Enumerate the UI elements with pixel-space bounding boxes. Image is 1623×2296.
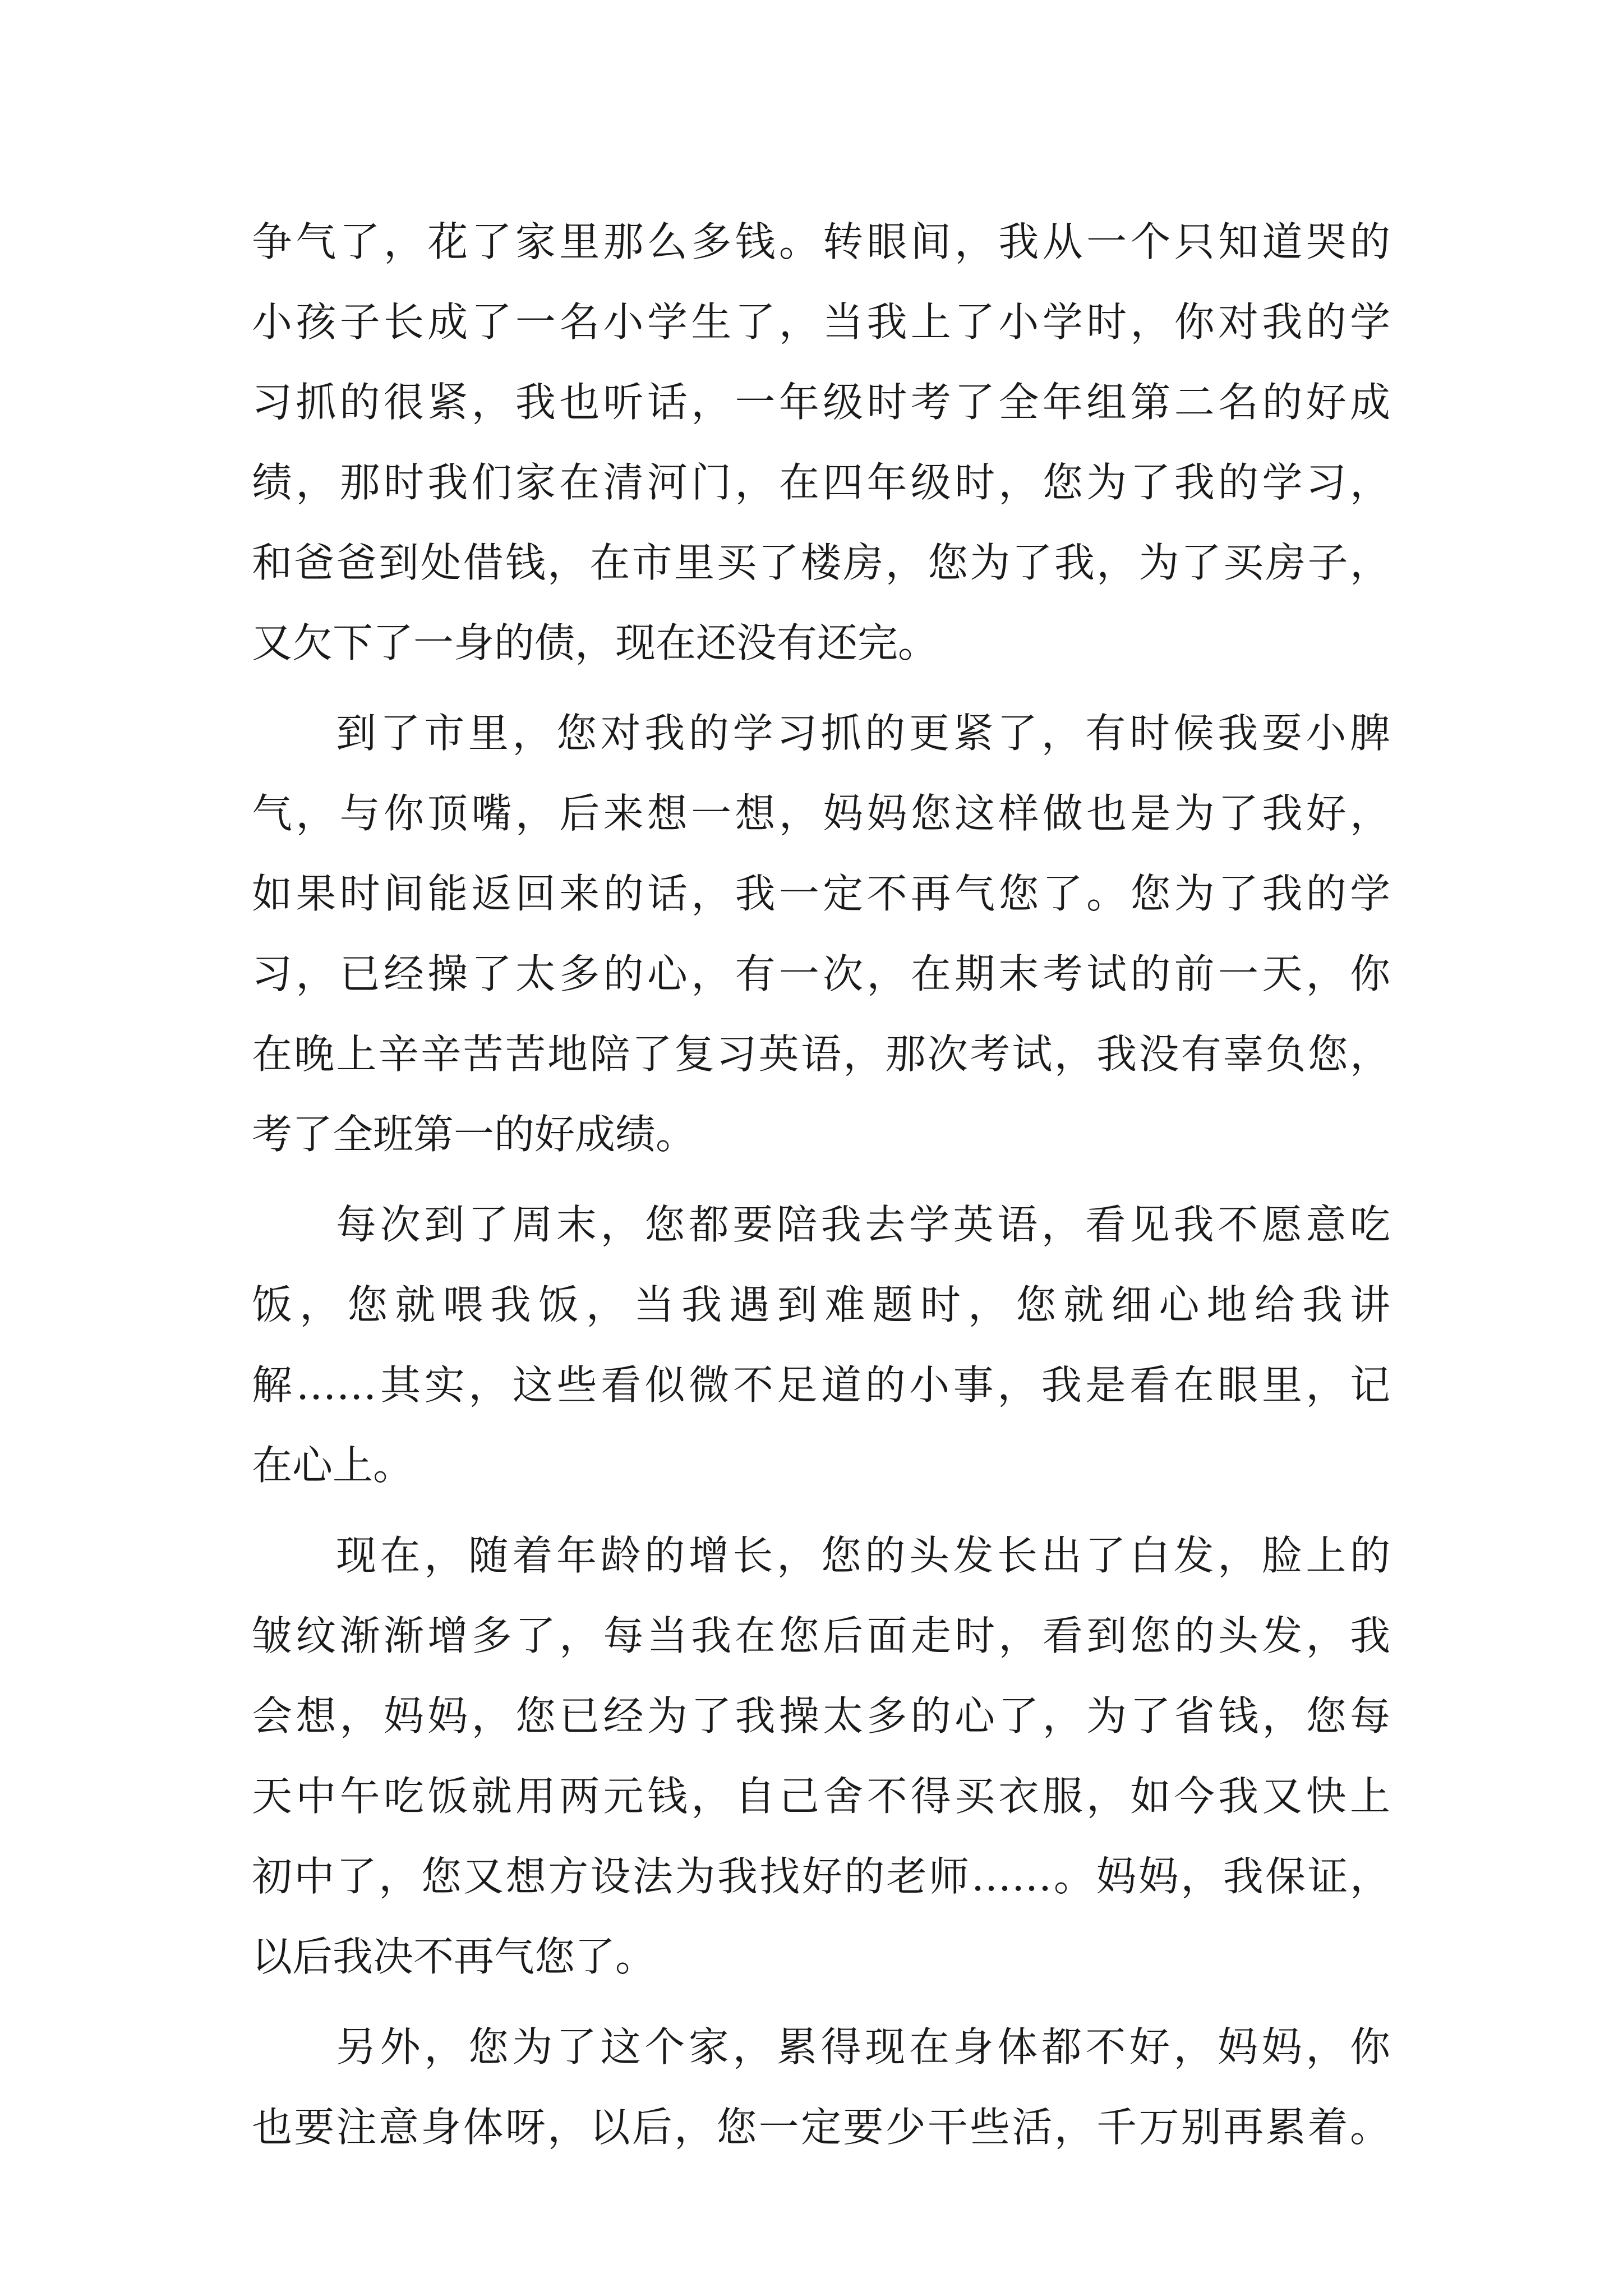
text-line: 以后我决不再气您了。: [252, 1933, 656, 1980]
text-line: 如果时间能返回来的话，我一定不再气您了。您为了我的学: [252, 870, 1390, 917]
text-line: 现在，随着年龄的增长，您的头发长出了白发，脸上的: [336, 1532, 1390, 1579]
text-line: 解……其实，这些看似微不足道的小事，我是看在眼里，记: [252, 1361, 1390, 1409]
text-line: 在晚上辛辛苦苦地陪了复习英语，那次考试，我没有辜负您，: [252, 1030, 1390, 1078]
paragraph-gap: [252, 1997, 1390, 2007]
text-line: 小孩子长成了一名小学生了，当我上了小学时，你对我的学: [252, 298, 1390, 346]
paragraph-gap: [252, 1506, 1390, 1516]
text-line: 绩，那时我们家在清河门，在四年级时，您为了我的学习，: [252, 459, 1390, 506]
text-line: 习，已经操了太多的心，有一次，在期末考试的前一天，你: [252, 950, 1390, 997]
text-line: 又欠下了一身的债，现在还没有还完。: [252, 619, 939, 666]
text-line: 也要注意身体呀，以后，您一定要少干些活，千万别再累着。: [252, 2104, 1390, 2151]
text-line: 到了市里，您对我的学习抓的更紧了，有时候我耍小脾: [336, 710, 1390, 757]
text-line: 习抓的很紧，我也听话，一年级时考了全年组第二名的好成: [252, 379, 1390, 426]
paragraph-gap: [252, 1175, 1390, 1185]
text-line: 饭，您就喂我饭，当我遇到难题时，您就细心地给我讲: [252, 1281, 1390, 1328]
text-line: 初中了，您又想方设法为我找好的老师……。妈妈，我保证，: [252, 1853, 1390, 1900]
paragraph-gap: [252, 683, 1390, 693]
text-line: 会想，妈妈，您已经为了我操太多的心了，为了省钱，您每: [252, 1692, 1390, 1740]
paragraph-5: [252, 2007, 1390, 2168]
body-text: [252, 202, 1390, 2168]
paragraph-2: [252, 693, 1390, 1175]
text-line: 争气了，花了家里那么多钱。转眼间，我从一个只知道哭的: [252, 218, 1390, 265]
text-line: 和爸爸到处借钱，在市里买了楼房，您为了我，为了买房子，: [252, 539, 1390, 586]
text-line: 皱纹渐渐增多了，每当我在您后面走时，看到您的头发，我: [252, 1612, 1390, 1659]
paragraph-1: [252, 202, 1390, 683]
text-line: 天中午吃饭就用两元钱，自己舍不得买衣服，如今我又快上: [252, 1773, 1390, 1820]
text-line: 每次到了周末，您都要陪我去学英语，看见我不愿意吃: [336, 1201, 1390, 1248]
text-line: 另外，您为了这个家，累得现在身体都不好，妈妈，你: [336, 2023, 1390, 2070]
text-line: 气，与你顶嘴，后来想一想，妈妈您这样做也是为了我好，: [252, 790, 1390, 837]
text-line: 考了全班第一的好成绩。: [252, 1111, 697, 1158]
text-line: 在心上。: [252, 1442, 414, 1489]
paragraph-3: [252, 1185, 1390, 1506]
paragraph-4: [252, 1516, 1390, 1997]
